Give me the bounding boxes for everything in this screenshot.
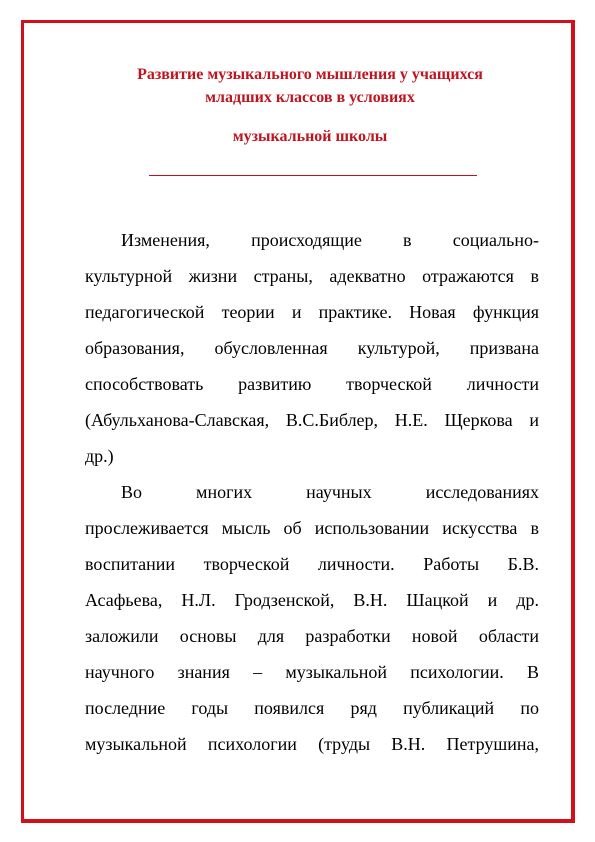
- paragraph-1-line-1: Изменения, происходящие в социально-: [121, 230, 539, 250]
- paragraph-2-line-5: заложили основы для разработки новой области: [85, 626, 539, 646]
- paragraph-1-line-4: образования, обусловленная культурой, призвана: [85, 338, 539, 358]
- paragraph-1-line-3: педагогической теории и практике. Новая функция: [85, 302, 539, 322]
- paragraph-2-line-2: прослеживается мысль об использовании искусства в: [85, 518, 539, 538]
- document-title-line-2: младших классов в условиях: [205, 89, 415, 106]
- document-title-line-3: музыкальной школы: [232, 128, 388, 145]
- document-title-line-1: Развитие музыкального мышления у учащихся: [137, 66, 483, 83]
- paragraph-1-line-7: др.): [85, 446, 114, 466]
- paragraph-2-line-3: воспитании творческой личности. Работы Б.В.: [85, 554, 539, 574]
- paragraph-2-line-1: Во многих научных исследованиях: [121, 482, 539, 502]
- paragraph-2-line-8: музыкальной психологии (труды В.Н. Петрушина,: [85, 734, 539, 754]
- paragraph-2-line-7: последние годы появился ряд публикаций по: [85, 698, 539, 718]
- paragraph-1-line-6: (Абульханова-Славская, В.С.Библер, Н.Е. Щеркова и: [85, 410, 539, 430]
- paragraph-2-line-4: Асафьева, Н.Л. Гродзенской, В.Н. Шацкой и др.: [85, 590, 539, 610]
- paragraph-1-line-2: культурной жизни страны, адекватно отражаются в: [85, 266, 539, 286]
- title-underline: [149, 175, 477, 176]
- paragraph-1-line-5: способствовать развитию творческой личности: [85, 374, 539, 394]
- paragraph-2-line-6: научного знания – музыкальной психологии. В: [85, 662, 539, 682]
